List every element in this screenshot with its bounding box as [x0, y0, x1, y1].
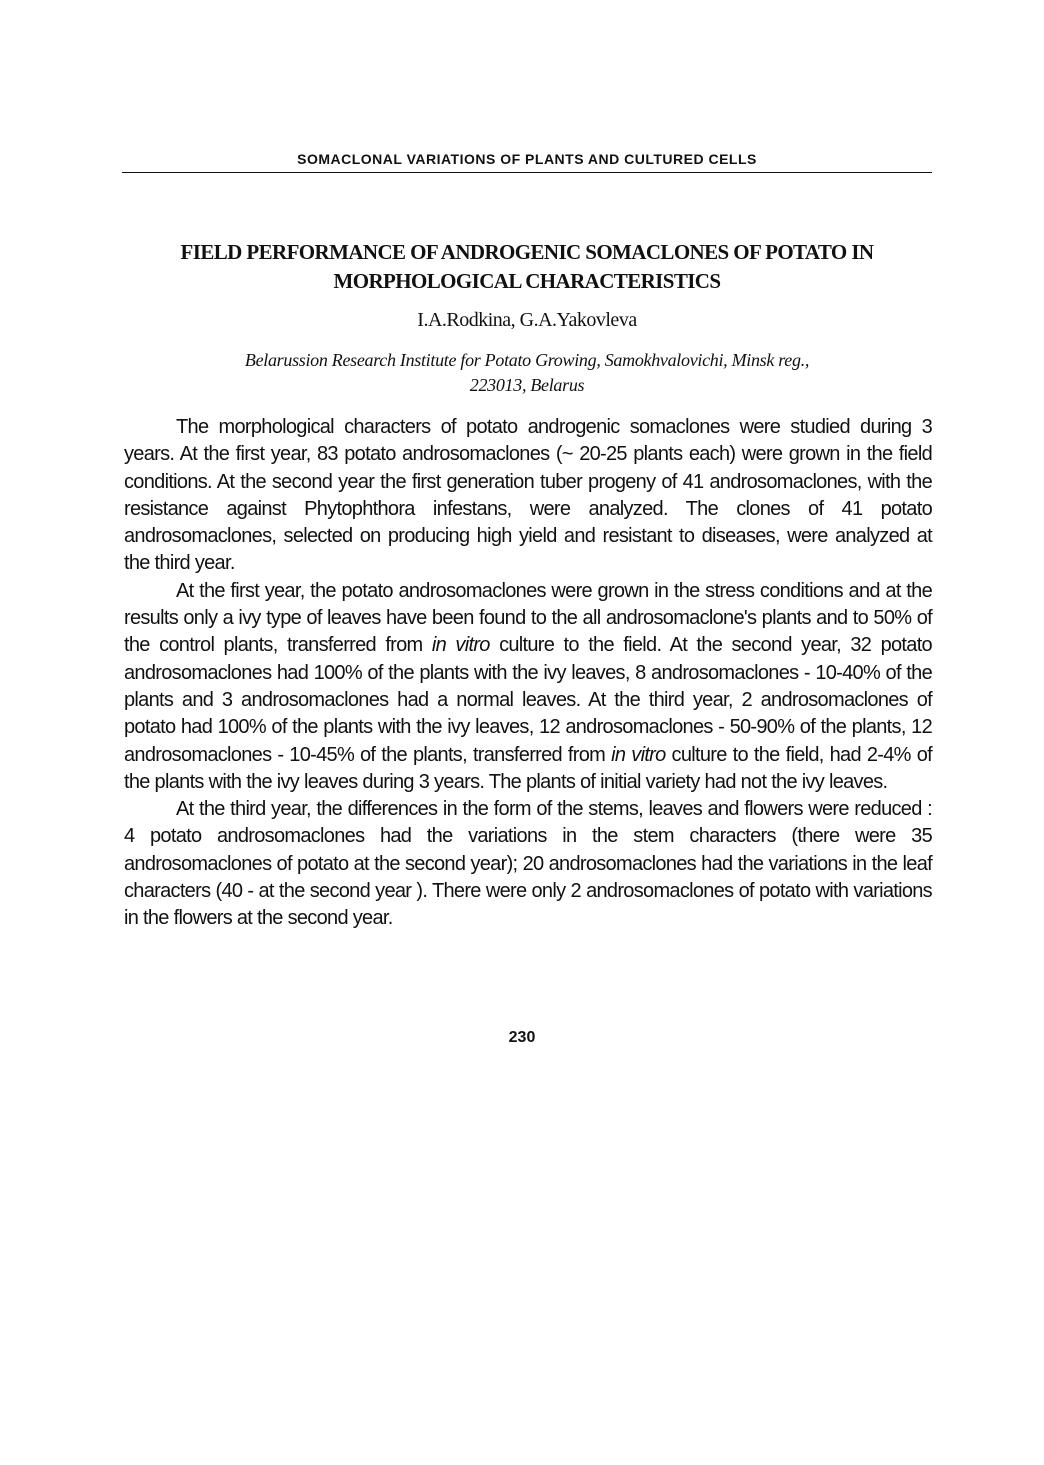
paragraph-2-text-c: culture to the field, had 2-4% of the plants with the ivy leaves during 3 years. The plants of initial variety had not the ivy leaves. [124, 743, 933, 793]
paragraph-3: At the third year, the differences in the form of the stems, leaves and flowers were reduced : 4 potato androsomaclones had the variations in the stem characters (there were 35 androsomaclones of potato at the second year); 20 androsomaclones had the variations in the leaf characters (40 - at the second year ). There were only 2 androsomaclones of potato with variations in the flowers at the second year. [124, 798, 932, 930]
authors: I.A.Rodkina, G.A.Yakovleva [417, 309, 637, 331]
affiliation-line-2: 223013, Belarus [469, 375, 585, 395]
article-body [124, 414, 932, 933]
article-title-line-2: MORPHOLOGICAL CHARACTERISTICS [333, 269, 721, 293]
paragraph-2-italic-a: in vitro [431, 634, 490, 657]
paragraph-1: The morphological characters of potato androgenic somaclones were studied during 3 years. At the first year, 83 potato androsomaclones (~ 20-25 plants each) were grown in the field conditions. At the second year the first generation tuber progeny of 41 androsomaclones, with the resistance against Phytophthora infestans, were analyzed. The clones of 41 potato androsomaclones, selected on producing high yield and resistant to diseases, were analyzed at the third year. [124, 416, 932, 575]
page-number: 230 [508, 1029, 536, 1046]
affiliation-line-1: Belarussion Research Institute for Potato Growing, Samokhvalovichi, Minsk reg., [244, 350, 810, 370]
paragraph-2-text-a: At the first year, the potato androsomaclones were grown in the stress conditions and at the results only a ivy type of leaves have been found to the all androsomaclone's plants and to 50% of the control plants, transferred from [124, 579, 932, 657]
paragraph-2-italic-b: in vitro [611, 743, 666, 766]
paragraph-2 [124, 578, 932, 796]
article-title-line-1: FIELD PERFORMANCE OF ANDROGENIC SOMACLONES OF POTATO IN [180, 240, 874, 264]
running-header: SOMACLONAL VARIATIONS OF PLANTS AND CULTURED CELLS [297, 151, 757, 167]
affiliation [150, 348, 904, 398]
article-title [122, 238, 932, 296]
paragraph-2-text-b: culture to the field. At the second year, 32 potato androsomaclones had 100% of the plants with the ivy leaves, 8 androsomaclones - 10-40% of the plants and 3 androsomaclones had a normal leaves. At the third year, 2 androsomaclones of potato had 100% of the plants with the ivy leaves, 12 androsomaclones - 50-90% of the plants, 12 androsomaclones - 10-45% of the plants, transferred from [124, 634, 932, 766]
header-rule [122, 172, 932, 173]
